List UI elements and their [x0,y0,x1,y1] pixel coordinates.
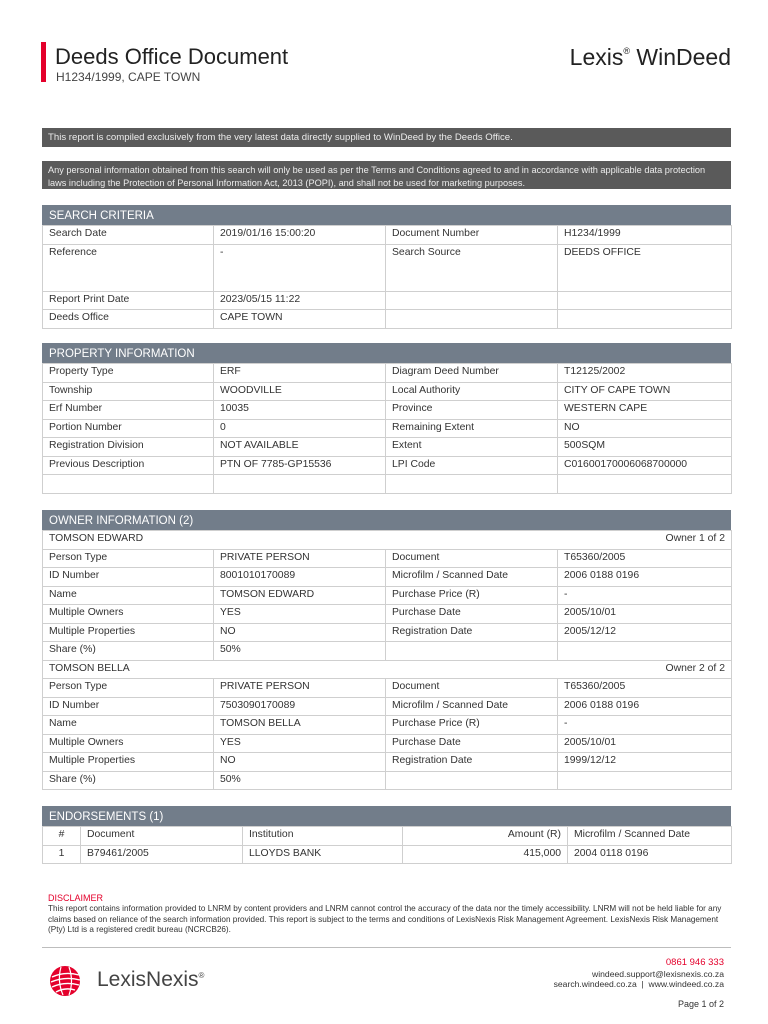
table-cell: PTN OF 7785-GP15536 [214,456,386,475]
owner-information-table [42,530,732,790]
section-heading: ENDORSEMENTS (1) [42,806,731,826]
lexisnexis-logo [47,962,247,998]
table-row [43,697,732,716]
brand-reg: ® [623,46,631,56]
table-cell: LLOYDS BANK [243,845,403,864]
column-header: Microfilm / Scanned Date [568,827,732,846]
table-cell: Local Authority [386,382,558,401]
table-row [43,401,732,420]
owner-information-section [42,510,731,790]
table-cell [386,310,558,329]
table-cell: Search Source [386,244,558,291]
table-cell: Erf Number [43,401,214,420]
owner-count: Owner 1 of 2 [386,531,732,550]
table-cell: Search Date [43,226,214,245]
table-cell: TOMSON EDWARD [214,586,386,605]
support-email[interactable]: windeed.support@lexisnexis.co.za [592,968,724,979]
table-cell: Multiple Properties [43,753,214,772]
table-cell: NOT AVAILABLE [214,438,386,457]
table-cell: 2006 0188 0196 [558,697,732,716]
owner-name-row [43,660,732,679]
table-cell: Report Print Date [43,291,214,310]
table-cell: PRIVATE PERSON [214,549,386,568]
table-cell: Deeds Office [43,310,214,329]
table-cell: LPI Code [386,456,558,475]
table-cell: ID Number [43,697,214,716]
table-cell [558,475,732,494]
table-cell: Name [43,716,214,735]
accent-bar [41,42,46,82]
table-row [43,679,732,698]
disclaimer-text: This report contains information provided to LNRM by content providers and LNRM cannot control the accuracy of the data nor the timely accessibility. LNRM will not be held liable for any claims based on reliance of the search information provided. This report is subject to the terms and conditions of LexisNexis Risk Management Agreement. LexisNexis Risk Management (Pty) Ltd is a registered credit bureau (NCRCB26). [48,904,722,934]
table-cell: 2005/10/01 [558,605,732,624]
footer-divider [42,947,731,948]
table-cell: WESTERN CAPE [558,401,732,420]
endorsements-table [42,826,732,864]
column-header: Document [81,827,243,846]
document-header [41,42,731,87]
table-cell: Purchase Date [386,605,558,624]
table-cell: Multiple Owners [43,734,214,753]
table-cell: 1999/12/12 [558,753,732,772]
table-row [43,456,732,475]
table-cell: 2023/05/15 11:22 [214,291,386,310]
table-cell [386,475,558,494]
section-heading: SEARCH CRITERIA [42,205,731,225]
table-row [43,291,732,310]
table-cell [558,771,732,790]
table-cell: 0 [214,419,386,438]
table-cell: Portion Number [43,419,214,438]
table-cell: Purchase Price (R) [386,716,558,735]
table-cell: Multiple Properties [43,623,214,642]
table-cell [43,475,214,494]
table-cell: Document Number [386,226,558,245]
brand-tail: WinDeed [630,44,731,70]
website-links[interactable]: search.windeed.co.za | www.windeed.co.za [553,979,724,989]
table-cell: YES [214,605,386,624]
table-row [43,382,732,401]
property-information-table [42,363,732,494]
table-cell: Registration Division [43,438,214,457]
logo-wordmark [97,968,204,992]
column-header: Amount (R) [403,827,568,846]
table-cell: 7503090170089 [214,697,386,716]
table-row [43,568,732,587]
table-cell: Microfilm / Scanned Date [386,568,558,587]
table-cell: T12125/2002 [558,364,732,383]
table-cell: 8001010170089 [214,568,386,587]
table-cell: ERF [214,364,386,383]
table-row [43,364,732,383]
column-header: # [43,827,81,846]
privacy-notice: Any personal information obtained from this search will only be used as per the Terms and Conditions agreed to and in accordance with applicable data protection laws including the Protection of Personal Information Act, 2013 (POPI), and shall not be used for marketing purposes. [42,161,731,189]
table-row [43,244,732,291]
table-row [43,475,732,494]
owner-count: Owner 2 of 2 [386,660,732,679]
section-heading: OWNER INFORMATION (2) [42,510,731,530]
table-row [43,845,732,864]
table-cell [558,310,732,329]
table-row [43,586,732,605]
table-row [43,438,732,457]
table-cell: - [558,716,732,735]
table-cell: 415,000 [403,845,568,864]
endorsements-section [42,806,731,864]
table-cell: NO [214,753,386,772]
disclaimer [48,893,728,936]
logo-reg: ® [198,971,205,980]
table-cell [386,291,558,310]
table-cell: Name [43,586,214,605]
table-row [43,226,732,245]
table-row [43,310,732,329]
phone-number[interactable]: 0861 946 333 [665,957,724,968]
globe-icon [47,962,87,998]
table-cell: T65360/2005 [558,549,732,568]
table-cell: WOODVILLE [214,382,386,401]
table-cell: H1234/1999 [558,226,732,245]
page-title: Deeds Office Document [55,44,289,69]
table-cell: Township [43,382,214,401]
search-criteria-table [42,225,732,329]
table-row [43,549,732,568]
table-row [43,734,732,753]
table-cell: Microfilm / Scanned Date [386,697,558,716]
table-cell [558,642,732,661]
table-cell: Share (%) [43,771,214,790]
table-cell: C01600170006068700000 [558,456,732,475]
table-cell: Diagram Deed Number [386,364,558,383]
page-number: Page 1 of 2 [677,999,724,1009]
table-cell: Person Type [43,679,214,698]
property-information-section [42,343,731,494]
column-header: Institution [243,827,403,846]
table-cell: - [558,586,732,605]
table-row [43,753,732,772]
table-cell: Previous Description [43,456,214,475]
table-cell: TOMSON BELLA [214,716,386,735]
owner-name: TOMSON BELLA [43,660,386,679]
table-row [43,605,732,624]
table-cell [386,642,558,661]
table-header-row [43,827,732,846]
table-cell: Purchase Date [386,734,558,753]
table-cell: CAPE TOWN [214,310,386,329]
table-cell: Multiple Owners [43,605,214,624]
table-cell: ID Number [43,568,214,587]
brand-main: Lexis [569,44,624,70]
table-cell [558,291,732,310]
table-cell: Document [386,549,558,568]
brand-logo [570,44,731,71]
search-criteria-section [42,205,731,329]
section-heading: PROPERTY INFORMATION [42,343,731,363]
owner-name: TOMSON EDWARD [43,531,386,550]
table-cell: Province [386,401,558,420]
table-cell: 50% [214,642,386,661]
table-cell: 2005/12/12 [558,623,732,642]
table-row [43,771,732,790]
table-cell: Reference [43,244,214,291]
table-cell: Person Type [43,549,214,568]
table-cell: DEEDS OFFICE [558,244,732,291]
logo-text: LexisNexis [97,968,199,991]
table-cell: NO [558,419,732,438]
table-cell: 2004 0118 0196 [568,845,732,864]
owner-name-row [43,531,732,550]
page-subtitle: H1234/1999, CAPE TOWN [56,70,201,84]
table-cell: 10035 [214,401,386,420]
table-cell: Registration Date [386,623,558,642]
table-cell: Document [386,679,558,698]
table-cell [386,771,558,790]
table-row [43,623,732,642]
table-cell: Share (%) [43,642,214,661]
table-cell [214,475,386,494]
data-source-notice: This report is compiled exclusively from the very latest data directly supplied to WinDeed by the Deeds Office. [42,128,731,147]
table-cell: Registration Date [386,753,558,772]
table-cell: YES [214,734,386,753]
table-row [43,642,732,661]
table-cell: - [214,244,386,291]
table-row [43,419,732,438]
table-cell: Property Type [43,364,214,383]
table-cell: Purchase Price (R) [386,586,558,605]
table-cell: 2006 0188 0196 [558,568,732,587]
table-cell: T65360/2005 [558,679,732,698]
table-row [43,716,732,735]
table-cell: CITY OF CAPE TOWN [558,382,732,401]
table-cell: B79461/2005 [81,845,243,864]
table-cell: 50% [214,771,386,790]
table-cell: Remaining Extent [386,419,558,438]
disclaimer-title: DISCLAIMER [48,893,104,903]
contact-info [554,958,724,990]
table-cell: NO [214,623,386,642]
table-cell: 2005/10/01 [558,734,732,753]
table-cell: Extent [386,438,558,457]
table-cell: 1 [43,845,81,864]
table-cell: 500SQM [558,438,732,457]
table-cell: 2019/01/16 15:00:20 [214,226,386,245]
table-cell: PRIVATE PERSON [214,679,386,698]
